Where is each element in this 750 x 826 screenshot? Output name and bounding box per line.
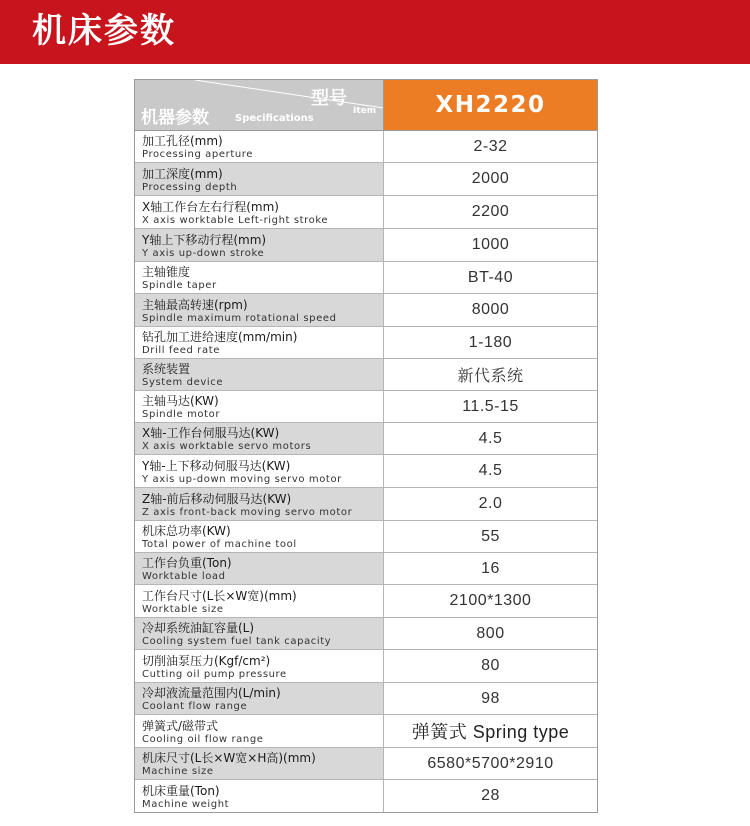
row-label-zh: 钻孔加工进给速度(mm/min) [142,330,298,344]
header-model-value: XH2220 [384,80,597,130]
header-param-zh: 机器参数 [141,108,209,128]
table-header [135,80,597,131]
row-label-zh: 机床重量(Ton) [142,783,220,798]
row-value-cell: 16 [481,559,500,577]
row-label-en: System device [142,377,224,388]
table-row [135,488,597,521]
row-value-cell: 2000 [471,170,510,187]
row-label-zh: 工作台负重(Ton) [142,556,232,570]
table-row [135,748,597,780]
row-label-zh: 主轴锥度 [142,265,191,279]
table-row [135,715,597,748]
row-label-zh: Z轴-前后移动伺服马达(KW) [142,491,292,506]
row-label-zh: X轴-工作台伺服马达(KW) [142,426,280,440]
header-model-zh: 型号 [311,88,347,109]
header-label-cell [135,80,384,130]
row-label-cell [135,196,384,228]
table-row [135,423,597,455]
row-label-en: Z axis front-back moving servo motor [142,506,353,518]
table-row [135,521,597,553]
table-row [135,229,597,262]
spec-table [134,79,598,813]
row-label-en: Processing depth [142,181,238,193]
row-label-cell [135,131,384,162]
row-label-en: X axis worktable servo motors [142,441,312,452]
table-row [135,262,597,294]
row-label-cell [135,521,384,552]
row-label-en: Cooling oil flow range [142,733,264,745]
row-label-zh: 主轴马达(KW) [142,394,219,408]
row-label-cell [135,455,384,487]
row-value-cell: 1-180 [468,333,513,351]
row-value-cell: 2200 [471,203,510,220]
row-label-cell [135,327,384,358]
table-row [135,618,597,650]
row-value-cell: 4.5 [478,429,503,447]
row-value-cell: 11.5-15 [462,397,519,415]
row-label-en: Worktable load [142,571,226,582]
row-value-cell: 8000 [471,301,510,318]
table-row [135,196,597,229]
row-value-cell: 98 [481,689,500,707]
row-label-en: Worktable size [142,603,224,615]
table-row [135,391,597,423]
row-label-zh: 弹簧式/磁带式 [142,718,219,733]
header-model-en: Item [353,106,377,116]
row-value-cell: 55 [481,527,500,545]
row-value-cell: 2-32 [473,137,508,155]
row-label-zh: 机床总功率(KW) [142,524,231,538]
row-label-cell [135,488,384,520]
row-label-en: Spindle maximum rotational speed [142,312,337,324]
row-label-zh: X轴工作台左右行程(mm) [142,199,279,214]
table-row [135,131,597,163]
row-label-cell [135,391,384,422]
row-label-cell [135,229,384,261]
row-label-zh: 冷却系统油缸容量(L) [142,621,255,635]
table-row [135,650,597,683]
row-label-cell [135,618,384,649]
row-label-zh: Y轴上下移动行程(mm) [142,232,267,247]
row-label-cell [135,683,384,714]
row-value-cell: 1000 [471,236,510,253]
row-label-cell [135,163,384,195]
table-row [135,163,597,196]
row-label-cell [135,262,384,293]
row-label-zh: 加工深度(mm) [142,166,223,181]
row-label-en: Processing aperture [142,149,254,160]
table-row [135,359,597,391]
row-label-zh: 机床尺寸(L长×W宽×H高)(mm) [142,751,316,765]
row-value-cell: 6580*5700*2910 [427,754,554,772]
row-label-cell [135,748,384,779]
row-label-cell [135,650,384,682]
row-label-en: Cutting oil pump pressure [142,668,287,680]
row-value-cell: 2.0 [478,495,503,512]
row-label-en: X axis worktable Left-right stroke [142,214,329,226]
row-value-cell: BT-40 [467,268,514,286]
row-label-cell [135,294,384,326]
row-label-zh: 主轴最高转速(rpm) [142,297,248,312]
row-value-cell: 新代系统 [457,368,524,385]
row-value-cell: 80 [481,657,500,674]
row-label-en: Cooling system fuel tank capacity [142,636,332,647]
row-label-cell [135,553,384,584]
row-label-cell [135,780,384,812]
row-value-cell: 弹簧式 Spring type [411,722,570,742]
row-label-en: Spindle motor [142,409,221,420]
row-label-zh: 冷却液流量范围内(L/min) [142,686,281,700]
row-value-cell: 2100*1300 [449,592,532,609]
table-body [135,131,597,812]
row-label-zh: Y轴-上下移动伺服马达(KW) [142,458,291,473]
row-value-cell: 800 [476,624,505,642]
row-value-cell: 4.5 [478,462,503,479]
table-row [135,294,597,327]
row-label-cell [135,423,384,454]
row-label-zh: 系统装置 [142,362,191,376]
row-value-cell: 28 [481,787,500,804]
banner-title: 机床参数 [32,11,176,51]
row-label-zh: 加工孔径(mm) [142,134,223,148]
row-label-en: Y axis up-down stroke [142,247,265,259]
row-label-cell [135,585,384,617]
row-label-en: Coolant flow range [142,701,248,712]
row-label-en: Machine size [142,766,214,777]
table-row [135,327,597,359]
table-row [135,585,597,618]
table-row [135,553,597,585]
row-label-zh: 工作台尺寸(L长×W宽)(mm) [142,588,297,603]
row-label-cell [135,715,384,747]
row-label-en: Drill feed rate [142,345,220,356]
table-row [135,455,597,488]
row-label-en: Total power of machine tool [142,539,297,550]
title-banner [0,0,750,64]
row-label-cell [135,359,384,390]
table-row [135,683,597,715]
table-row [135,780,597,812]
row-label-en: Y axis up-down moving servo motor [142,473,342,485]
header-param-en: Specifications [235,113,314,124]
row-label-en: Spindle taper [142,280,217,291]
row-label-zh: 切削油泵压力(Kgf/cm²) [142,653,271,668]
row-label-en: Machine weight [142,798,230,810]
